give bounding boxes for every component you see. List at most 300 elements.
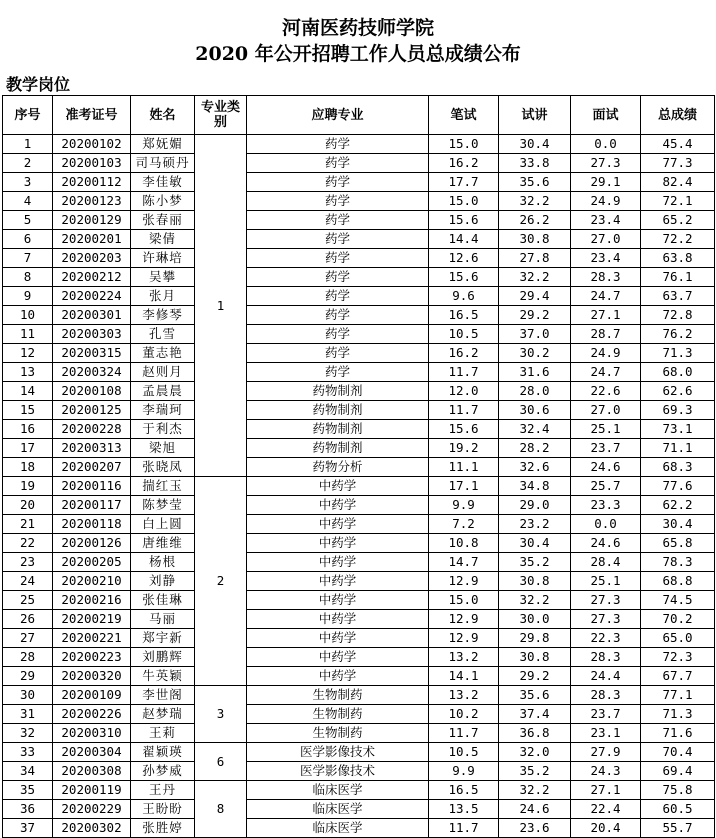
written-score-cell: 17.7 [429,173,499,192]
major-cell: 中药学 [247,477,429,496]
table-row [3,572,715,591]
table-row [3,724,715,743]
lecture-score-cell: 28.2 [499,439,571,458]
table-header-row [3,96,715,135]
total-score-cell: 74.5 [641,591,715,610]
row-number: 20 [3,496,53,515]
interview-score-cell: 27.3 [571,591,641,610]
table-row [3,192,715,211]
row-number: 30 [3,686,53,705]
written-score-cell: 16.2 [429,344,499,363]
row-number: 17 [3,439,53,458]
table-body [3,135,715,838]
lecture-score-cell: 30.2 [499,344,571,363]
lecture-score-cell: 27.8 [499,249,571,268]
exam-id-cell: 20200207 [53,458,131,477]
written-score-cell: 7.2 [429,515,499,534]
row-number: 18 [3,458,53,477]
interview-score-cell: 24.6 [571,458,641,477]
total-score-cell: 62.2 [641,496,715,515]
lecture-score-cell: 37.4 [499,705,571,724]
lecture-score-cell: 32.0 [499,743,571,762]
name-cell: 孔雪 [131,325,195,344]
lecture-score-cell: 36.8 [499,724,571,743]
row-number: 32 [3,724,53,743]
interview-score-cell: 25.1 [571,572,641,591]
major-cell: 中药学 [247,648,429,667]
table-row [3,268,715,287]
lecture-score-cell: 33.8 [499,154,571,173]
total-score-cell: 63.7 [641,287,715,306]
row-number: 5 [3,211,53,230]
name-cell: 李修琴 [131,306,195,325]
interview-score-cell: 0.0 [571,135,641,154]
row-number: 11 [3,325,53,344]
lecture-score-cell: 29.2 [499,306,571,325]
row-number: 15 [3,401,53,420]
category-cell: 2 [195,477,247,686]
written-score-cell: 9.6 [429,287,499,306]
exam-id-cell: 20200304 [53,743,131,762]
total-score-cell: 65.0 [641,629,715,648]
row-number: 24 [3,572,53,591]
name-cell: 陈梦莹 [131,496,195,515]
total-score-cell: 65.2 [641,211,715,230]
row-number: 16 [3,420,53,439]
interview-score-cell: 28.3 [571,268,641,287]
total-score-cell: 63.8 [641,249,715,268]
total-score-cell: 75.8 [641,781,715,800]
col-header-name: 姓名 [131,96,195,135]
total-score-cell: 72.8 [641,306,715,325]
total-score-cell: 69.4 [641,762,715,781]
written-score-cell: 13.2 [429,686,499,705]
interview-score-cell: 0.0 [571,515,641,534]
row-number: 14 [3,382,53,401]
row-number: 4 [3,192,53,211]
table-row [3,230,715,249]
written-score-cell: 15.0 [429,135,499,154]
interview-score-cell: 29.1 [571,173,641,192]
total-score-cell: 71.3 [641,344,715,363]
lecture-score-cell: 31.6 [499,363,571,382]
table-row [3,705,715,724]
row-number: 26 [3,610,53,629]
table-row [3,439,715,458]
total-score-cell: 71.6 [641,724,715,743]
name-cell: 马丽 [131,610,195,629]
exam-id-cell: 20200109 [53,686,131,705]
major-cell: 药学 [247,173,429,192]
major-cell: 药学 [247,363,429,382]
interview-score-cell: 22.6 [571,382,641,401]
table-row [3,515,715,534]
interview-score-cell: 23.4 [571,249,641,268]
written-score-cell: 14.7 [429,553,499,572]
lecture-score-cell: 32.2 [499,781,571,800]
row-number: 2 [3,154,53,173]
exam-id-cell: 20200129 [53,211,131,230]
major-cell: 药学 [247,154,429,173]
total-score-cell: 45.4 [641,135,715,154]
table-row [3,211,715,230]
major-cell: 中药学 [247,515,429,534]
table-row [3,363,715,382]
lecture-score-cell: 29.8 [499,629,571,648]
total-score-cell: 55.7 [641,819,715,838]
exam-id-cell: 20200315 [53,344,131,363]
total-score-cell: 68.3 [641,458,715,477]
major-cell: 药物制剂 [247,420,429,439]
interview-score-cell: 24.3 [571,762,641,781]
table-row [3,781,715,800]
name-cell: 翟颖瑛 [131,743,195,762]
row-number: 12 [3,344,53,363]
exam-id-cell: 20200203 [53,249,131,268]
name-cell: 赵梦瑞 [131,705,195,724]
table-row [3,306,715,325]
lecture-score-cell: 23.2 [499,515,571,534]
total-score-cell: 60.5 [641,800,715,819]
exam-id-cell: 20200126 [53,534,131,553]
name-cell: 陈小梦 [131,192,195,211]
exam-id-cell: 20200117 [53,496,131,515]
results-table [2,95,715,838]
interview-score-cell: 23.3 [571,496,641,515]
interview-score-cell: 27.1 [571,781,641,800]
name-cell: 刘静 [131,572,195,591]
row-number: 13 [3,363,53,382]
interview-score-cell: 22.3 [571,629,641,648]
lecture-score-cell: 35.6 [499,173,571,192]
total-score-cell: 72.2 [641,230,715,249]
row-number: 29 [3,667,53,686]
row-number: 37 [3,819,53,838]
written-score-cell: 11.7 [429,724,499,743]
name-cell: 杨根 [131,553,195,572]
major-cell: 中药学 [247,629,429,648]
name-cell: 郑宇新 [131,629,195,648]
interview-score-cell: 23.4 [571,211,641,230]
interview-score-cell: 27.9 [571,743,641,762]
table-row [3,287,715,306]
total-score-cell: 30.4 [641,515,715,534]
written-score-cell: 11.7 [429,819,499,838]
table-row [3,420,715,439]
table-row [3,458,715,477]
written-score-cell: 12.0 [429,382,499,401]
name-cell: 李佳敏 [131,173,195,192]
total-score-cell: 70.4 [641,743,715,762]
total-score-cell: 76.2 [641,325,715,344]
total-score-cell: 71.1 [641,439,715,458]
exam-id-cell: 20200224 [53,287,131,306]
total-score-cell: 77.1 [641,686,715,705]
table-row [3,762,715,781]
lecture-score-cell: 26.2 [499,211,571,230]
lecture-score-cell: 30.6 [499,401,571,420]
written-score-cell: 10.5 [429,325,499,344]
major-cell: 生物制药 [247,705,429,724]
table-row [3,249,715,268]
name-cell: 张月 [131,287,195,306]
total-score-cell: 67.7 [641,667,715,686]
table-row [3,344,715,363]
table-row [3,325,715,344]
major-cell: 中药学 [247,496,429,515]
table-row [3,154,715,173]
col-header-category: 专业类别 [195,96,247,135]
written-score-cell: 10.8 [429,534,499,553]
written-score-cell: 12.9 [429,572,499,591]
interview-score-cell: 23.7 [571,439,641,458]
interview-score-cell: 22.4 [571,800,641,819]
lecture-score-cell: 23.6 [499,819,571,838]
total-score-cell: 76.1 [641,268,715,287]
category-cell: 6 [195,743,247,781]
lecture-score-cell: 34.8 [499,477,571,496]
written-score-cell: 16.2 [429,154,499,173]
exam-id-cell: 20200320 [53,667,131,686]
major-cell: 药学 [247,230,429,249]
written-score-cell: 15.0 [429,192,499,211]
name-cell: 李瑞珂 [131,401,195,420]
written-score-cell: 11.1 [429,458,499,477]
exam-id-cell: 20200112 [53,173,131,192]
row-number: 10 [3,306,53,325]
table-row [3,553,715,572]
total-score-cell: 70.2 [641,610,715,629]
written-score-cell: 13.2 [429,648,499,667]
row-number: 7 [3,249,53,268]
exam-id-cell: 20200303 [53,325,131,344]
table-row [3,401,715,420]
lecture-score-cell: 32.2 [499,268,571,287]
table-row [3,477,715,496]
interview-score-cell: 27.0 [571,401,641,420]
row-number: 6 [3,230,53,249]
lecture-score-cell: 24.6 [499,800,571,819]
interview-score-cell: 27.3 [571,154,641,173]
row-number: 25 [3,591,53,610]
lecture-score-cell: 32.4 [499,420,571,439]
major-cell: 药学 [247,344,429,363]
interview-score-cell: 24.9 [571,344,641,363]
interview-score-cell: 24.6 [571,534,641,553]
lecture-score-cell: 30.4 [499,534,571,553]
written-score-cell: 14.4 [429,230,499,249]
name-cell: 孟晨晨 [131,382,195,401]
table-row [3,534,715,553]
interview-score-cell: 28.3 [571,686,641,705]
exam-id-cell: 20200118 [53,515,131,534]
major-cell: 药学 [247,249,429,268]
total-score-cell: 73.1 [641,420,715,439]
written-score-cell: 12.9 [429,629,499,648]
major-cell: 药学 [247,306,429,325]
col-header-major: 应聘专业 [247,96,429,135]
exam-id-cell: 20200201 [53,230,131,249]
total-score-cell: 71.3 [641,705,715,724]
exam-id-cell: 20200103 [53,154,131,173]
row-number: 28 [3,648,53,667]
interview-score-cell: 25.7 [571,477,641,496]
col-header-exam-id: 准考证号 [53,96,131,135]
table-row [3,496,715,515]
name-cell: 董志艳 [131,344,195,363]
document-title: 河南医药技师学院 [281,17,434,39]
col-header-lecture: 试讲 [499,96,571,135]
written-score-cell: 14.1 [429,667,499,686]
major-cell: 生物制药 [247,724,429,743]
name-cell: 赵则月 [131,363,195,382]
exam-id-cell: 20200108 [53,382,131,401]
table-row [3,743,715,762]
written-score-cell: 15.6 [429,268,499,287]
written-score-cell: 9.9 [429,762,499,781]
exam-id-cell: 20200221 [53,629,131,648]
major-cell: 药学 [247,325,429,344]
name-cell: 郑妩媚 [131,135,195,154]
total-score-cell: 72.3 [641,648,715,667]
row-number: 21 [3,515,53,534]
total-score-cell: 62.6 [641,382,715,401]
name-cell: 刘鹏辉 [131,648,195,667]
major-cell: 药学 [247,192,429,211]
name-cell: 许琳培 [131,249,195,268]
total-score-cell: 68.0 [641,363,715,382]
exam-id-cell: 20200116 [53,477,131,496]
written-score-cell: 11.7 [429,401,499,420]
name-cell: 王丹 [131,781,195,800]
interview-score-cell: 24.7 [571,287,641,306]
major-cell: 临床医学 [247,781,429,800]
name-cell: 王莉 [131,724,195,743]
lecture-score-cell: 29.4 [499,287,571,306]
name-cell: 白上圆 [131,515,195,534]
major-cell: 临床医学 [247,819,429,838]
total-score-cell: 78.3 [641,553,715,572]
written-score-cell: 15.0 [429,591,499,610]
written-score-cell: 15.6 [429,420,499,439]
row-number: 22 [3,534,53,553]
exam-id-cell: 20200212 [53,268,131,287]
exam-id-cell: 20200210 [53,572,131,591]
section-heading: 教学岗位 [6,75,71,94]
name-cell: 揣红玉 [131,477,195,496]
total-score-cell: 82.4 [641,173,715,192]
interview-score-cell: 25.1 [571,420,641,439]
row-number: 36 [3,800,53,819]
name-cell: 张晓凤 [131,458,195,477]
category-cell: 1 [195,135,247,477]
interview-score-cell: 24.4 [571,667,641,686]
written-score-cell: 15.6 [429,211,499,230]
interview-score-cell: 27.3 [571,610,641,629]
interview-score-cell: 27.1 [571,306,641,325]
major-cell: 药学 [247,287,429,306]
total-score-cell: 72.1 [641,192,715,211]
exam-id-cell: 20200119 [53,781,131,800]
written-score-cell: 12.9 [429,610,499,629]
exam-id-cell: 20200219 [53,610,131,629]
major-cell: 药物制剂 [247,401,429,420]
interview-score-cell: 23.7 [571,705,641,724]
name-cell: 王盼盼 [131,800,195,819]
interview-score-cell: 28.4 [571,553,641,572]
row-number: 1 [3,135,53,154]
exam-id-cell: 20200308 [53,762,131,781]
major-cell: 药物制剂 [247,439,429,458]
exam-id-cell: 20200125 [53,401,131,420]
table-row [3,382,715,401]
row-number: 9 [3,287,53,306]
col-header-interview: 面试 [571,96,641,135]
row-number: 23 [3,553,53,572]
major-cell: 药学 [247,268,429,287]
total-score-cell: 77.6 [641,477,715,496]
lecture-score-cell: 30.4 [499,135,571,154]
major-cell: 中药学 [247,572,429,591]
table-row [3,629,715,648]
total-score-cell: 65.8 [641,534,715,553]
lecture-score-cell: 35.6 [499,686,571,705]
major-cell: 中药学 [247,553,429,572]
lecture-score-cell: 30.0 [499,610,571,629]
major-cell: 中药学 [247,534,429,553]
exam-id-cell: 20200226 [53,705,131,724]
major-cell: 药学 [247,211,429,230]
lecture-score-cell: 30.8 [499,648,571,667]
major-cell: 药物制剂 [247,382,429,401]
interview-score-cell: 24.9 [571,192,641,211]
exam-id-cell: 20200302 [53,819,131,838]
table-row [3,648,715,667]
name-cell: 张胜婷 [131,819,195,838]
total-score-cell: 69.3 [641,401,715,420]
lecture-score-cell: 35.2 [499,762,571,781]
written-score-cell: 17.1 [429,477,499,496]
row-number: 35 [3,781,53,800]
written-score-cell: 16.5 [429,781,499,800]
written-score-cell: 19.2 [429,439,499,458]
written-score-cell: 13.5 [429,800,499,819]
lecture-score-cell: 32.2 [499,192,571,211]
written-score-cell: 9.9 [429,496,499,515]
lecture-score-cell: 30.8 [499,230,571,249]
exam-id-cell: 20200229 [53,800,131,819]
lecture-score-cell: 37.0 [499,325,571,344]
name-cell: 孙梦威 [131,762,195,781]
major-cell: 中药学 [247,610,429,629]
major-cell: 药学 [247,135,429,154]
name-cell: 李世阁 [131,686,195,705]
name-cell: 张佳琳 [131,591,195,610]
exam-id-cell: 20200205 [53,553,131,572]
row-number: 19 [3,477,53,496]
exam-id-cell: 20200313 [53,439,131,458]
lecture-score-cell: 35.2 [499,553,571,572]
written-score-cell: 11.7 [429,363,499,382]
exam-id-cell: 20200301 [53,306,131,325]
table-row [3,800,715,819]
written-score-cell: 10.2 [429,705,499,724]
major-cell: 临床医学 [247,800,429,819]
exam-id-cell: 20200216 [53,591,131,610]
category-cell: 8 [195,781,247,838]
name-cell: 吴攀 [131,268,195,287]
lecture-score-cell: 29.2 [499,667,571,686]
